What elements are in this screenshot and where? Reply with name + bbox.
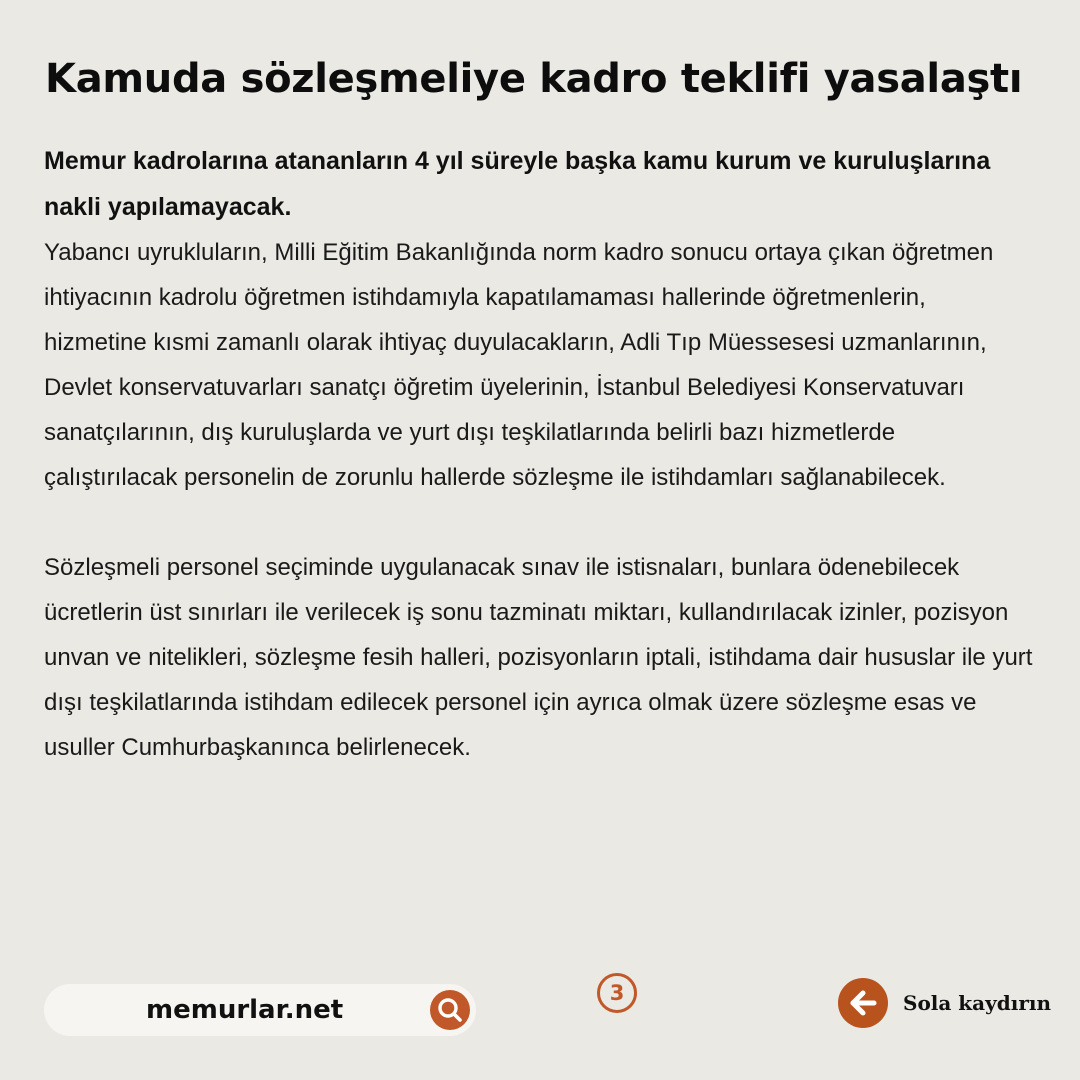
site-name: memurlar.net [146, 995, 344, 1025]
lead-paragraph: Memur kadrolarına atananların 4 yıl süreyle başka kamu kurum ve kuruluşlarına nakli yapılamayacak. [44, 147, 991, 221]
search-icon[interactable] [430, 990, 470, 1030]
body-paragraph-1: Yabancı uyrukluların, Milli Eğitim Bakanlığında norm kadro sonucu ortaya çıkan öğretmen ihtiyacının kadrolu öğretmen istihdamıyla kapatılamaması hallerinde öğretmenlerin, hizmetine kısmi zamanlı olarak ihtiyaç duyulacakların, Adli Tıp Müessesesi uzmanlarının, Devlet konservatuvarları sanatçı öğretim üyelerinin, İstanbul Belediyesi Konservatuvarı sanatçılarının, dış kuruluşlarda ve yurt dışı teşkilatlarında belirli bazı hizmetlerde çalıştırılacak personelin de zorunlu hallerde sözleşme ile istihdamları sağlanabilecek. [44, 239, 994, 491]
article-body [44, 138, 1034, 770]
page-title: Kamuda sözleşmeliye kadro teklifi yasalaştı [45, 56, 1023, 102]
site-search-bar[interactable] [44, 984, 476, 1036]
page-number-badge: 3 [597, 973, 637, 1013]
swipe-hint: Sola kaydırın [903, 991, 1051, 1015]
arrow-left-icon[interactable] [838, 978, 888, 1028]
body-paragraph-2: Sözleşmeli personel seçiminde uygulanacak sınav ile istisnaları, bunlara ödenebilecek ücretlerin üst sınırları ile verilecek iş sonu tazminatı miktarı, kullandırılacak izinler, pozisyon unvan ve nitelikleri, sözleşme fesih halleri, pozisyonların iptali, istihdama dair hususlar ile yurt dışı teşkilatlarında istihdam edilecek personel için ayrıca olmak üzere sözleşme esas ve usuller Cumhurbaşkanınca belirlenecek. [44, 554, 1033, 761]
